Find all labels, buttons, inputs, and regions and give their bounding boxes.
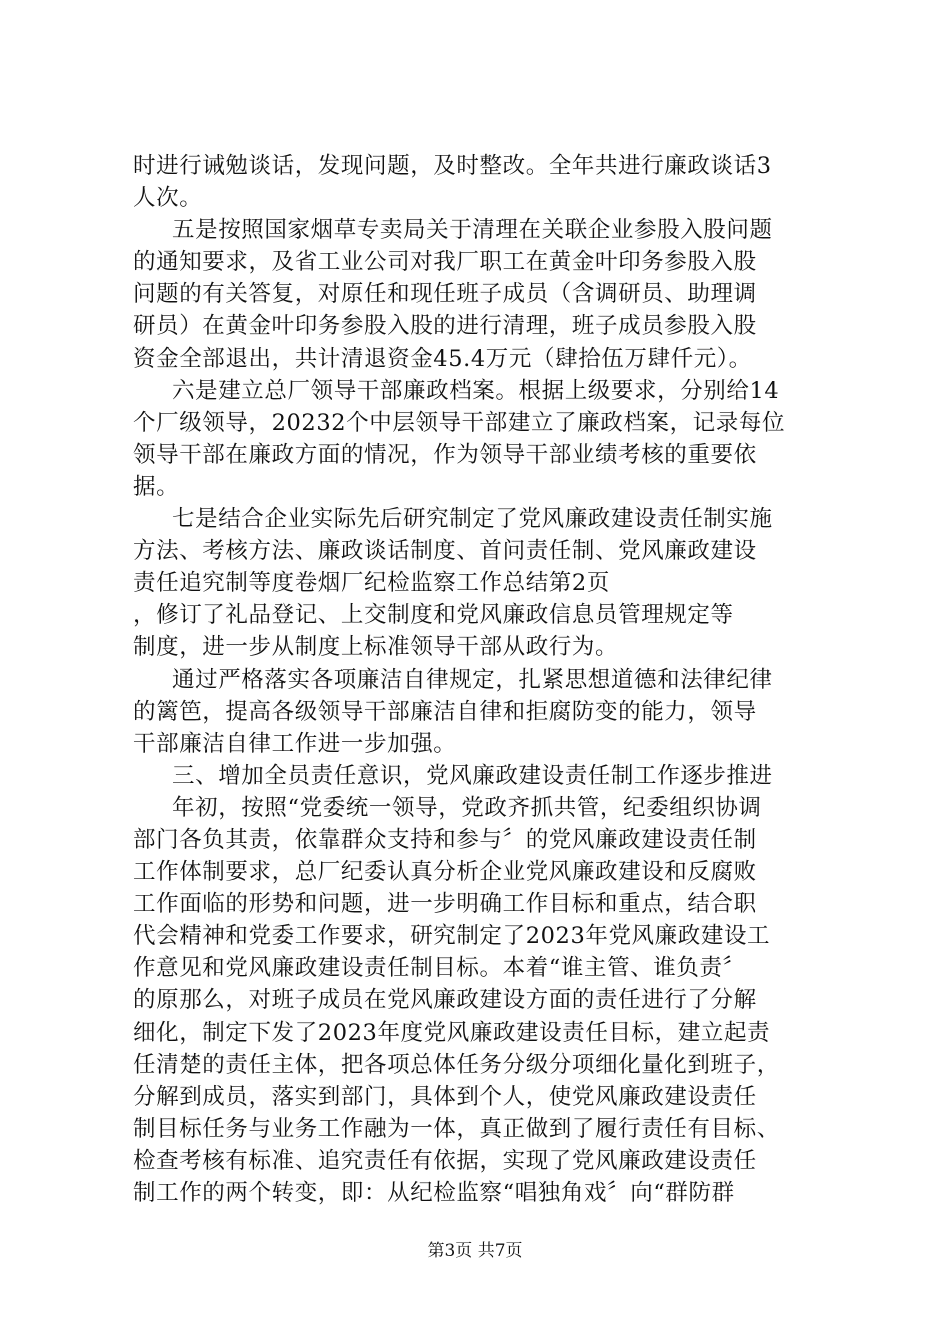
text-line: 的篱笆，提高各级领导干部廉洁自律和拒腐防变的能力，领导: [133, 698, 757, 725]
text-line: 工作体制要求，总厂纪委认真分析企业党风廉政建设和反腐败: [133, 859, 757, 886]
text-line: 七是结合企业实际先后研究制定了党风廉政建设责任制实施: [172, 506, 773, 533]
text-line: 问题的有关答复，对原任和现任班子成员（含调研员、助理调: [133, 281, 757, 308]
text-line: 五是按照国家烟草专卖局关于清理在关联企业参股入股问题: [172, 217, 773, 244]
text-line: 领导干部在廉政方面的情况，作为领导干部业绩考核的重要依: [133, 441, 757, 468]
text-line: 分解到成员，落实到部门，具体到个人，使党风廉政建设责任: [133, 1083, 757, 1110]
text-line: 的原那么，对班子成员在党风廉政建设方面的责任进行了分解: [133, 987, 757, 1014]
text-line: 年初，按照“党委统一领导，党政齐抓共管，纪委组织协调: [172, 794, 762, 821]
text-line: 部门各负其责，依靠群众支持和参与〞的党风廉政建设责任制: [133, 826, 757, 853]
text-line: 检查考核有标准、追究责任有依据，实现了党风廉政建设责任: [133, 1147, 757, 1174]
text-line: 方法、考核方法、廉政谈话制度、首问责任制、党风廉政建设: [133, 538, 757, 565]
text-line: 时进行诫勉谈话，发现问题，及时整改。全年共进行廉政谈话3: [133, 153, 772, 179]
document-body: [133, 150, 833, 1209]
text-line: 细化，制定下发了2023年度党风廉政建设责任目标，建立起责: [133, 1019, 771, 1046]
text-line: ，修订了礼品登记、上交制度和党风廉政信息员管理规定等: [133, 602, 734, 629]
text-line: 作意见和党风廉政建设责任制目标。本着“谁主管、谁负责〞: [133, 955, 746, 982]
text-line: 责任追究制等度卷烟厂纪检监察工作总结第2页: [133, 570, 610, 597]
text-line: 制目标任务与业务工作融为一体，真正做到了履行责任有目标、: [133, 1115, 780, 1142]
text-line: 制工作的两个转变，即：从纪检监察“唱独角戏〞向“群防群: [133, 1180, 735, 1206]
text-line: 制度，进一步从制度上标准领导干部从政行为。: [133, 634, 619, 661]
text-line: 干部廉洁自律工作进一步加强。: [133, 730, 457, 757]
text-line: 人次。: [133, 185, 203, 212]
text-line: 代会精神和党委工作要求，研究制定了2023年党风廉政建设工: [133, 923, 771, 950]
text-line: 六是建立总厂领导干部廉政档案。根据上级要求，分别给14: [172, 377, 780, 404]
page-footer: 第3页 共7页: [427, 1241, 523, 1261]
text-line: 工作面临的形势和问题，进一步明确工作目标和重点，结合职: [133, 891, 757, 918]
text-line: 三、增加全员责任意识，党风廉政建设责任制工作逐步推进: [172, 762, 773, 789]
text-line: 据。: [133, 473, 180, 500]
text-line: 资金全部退出，共计清退资金45.4万元（肆拾伍万肆仟元）。: [133, 345, 752, 372]
text-line: 的通知要求，及省工业公司对我厂职工在黄金叶印务参股入股: [133, 249, 757, 276]
text-line: 任清楚的责任主体，把各项总体任务分级分项细化量化到班子，: [133, 1051, 780, 1078]
text-line: 研员）在黄金叶印务参股入股的进行清理，班子成员参股入股: [133, 313, 757, 340]
text-line: 通过严格落实各项廉洁自律规定，扎紧思想道德和法律纪律: [172, 666, 773, 693]
text-line: 个厂级领导，20232个中层领导干部建立了廉政档案，记录每位: [133, 409, 786, 436]
